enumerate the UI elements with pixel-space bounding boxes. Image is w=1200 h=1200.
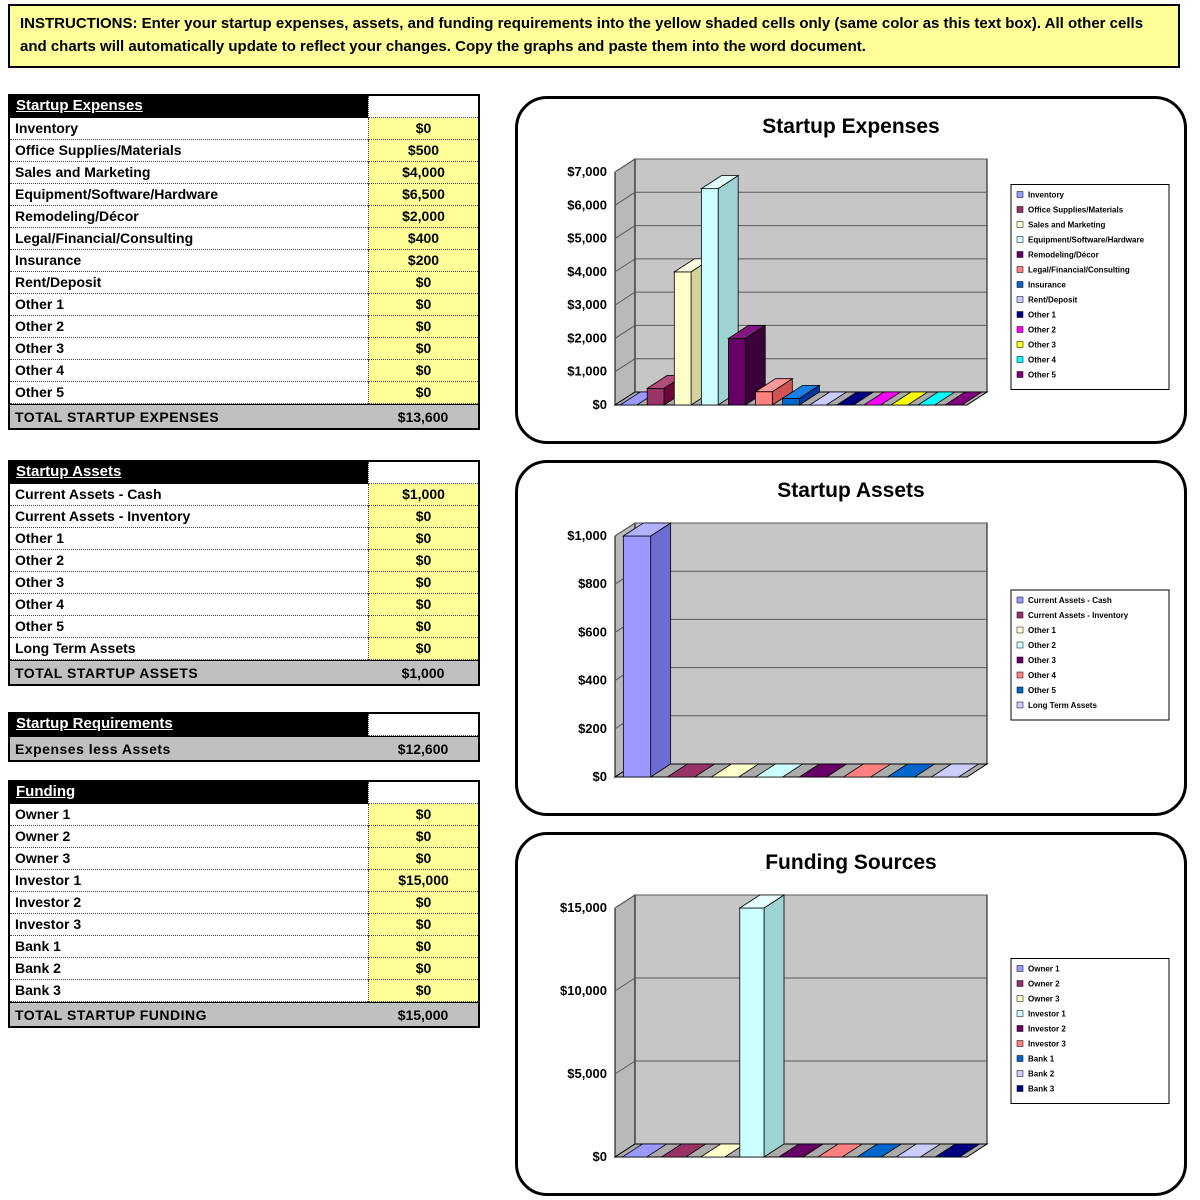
table-row — [10, 804, 478, 826]
startup-assets-chart-panel — [515, 460, 1187, 816]
bar — [623, 536, 650, 777]
row-label: Rent/Deposit — [10, 272, 368, 294]
table-rows — [10, 484, 478, 660]
startup-expenses-chart-panel — [515, 96, 1187, 444]
row-label: Investor 3 — [10, 914, 368, 936]
startup-expenses-table — [8, 94, 480, 430]
value-input-cell[interactable]: $0 — [368, 980, 478, 1002]
table-row — [10, 228, 478, 250]
value-input-cell[interactable]: $0 — [368, 848, 478, 870]
plot-walls — [615, 895, 987, 1157]
bar — [728, 338, 745, 405]
value-input-cell[interactable]: $200 — [368, 250, 478, 272]
legend-label: Other 4 — [1028, 355, 1057, 365]
value-input-cell[interactable]: $0 — [368, 914, 478, 936]
value-input-cell[interactable]: $0 — [368, 958, 478, 980]
funding-table — [8, 780, 480, 1028]
value-input-cell[interactable]: $0 — [368, 316, 478, 338]
legend-label: Investor 1 — [1028, 1009, 1066, 1019]
table-row — [10, 250, 478, 272]
legend-label: Other 2 — [1028, 325, 1057, 335]
legend-swatch — [1017, 282, 1023, 288]
y-tick-label: $200 — [578, 720, 607, 736]
row-label: Other 1 — [10, 528, 368, 550]
legend-label: Other 2 — [1028, 641, 1057, 650]
row-label: Other 5 — [10, 616, 368, 638]
row-label: Bank 1 — [10, 936, 368, 958]
table-row — [10, 360, 478, 382]
legend-label: Equipment/Software/Hardware — [1028, 235, 1145, 245]
row-label: Legal/Financial/Consulting — [10, 228, 368, 250]
legend-swatch — [1017, 357, 1023, 363]
total-value: $12,600 — [397, 740, 449, 757]
legend — [1011, 959, 1169, 1104]
legend-label: Owner 2 — [1028, 979, 1060, 989]
value-input-cell[interactable]: $0 — [368, 382, 478, 404]
value-input-cell[interactable]: $0 — [368, 506, 478, 528]
legend-swatch — [1017, 237, 1023, 243]
value-input-cell[interactable]: $0 — [368, 804, 478, 826]
table-row — [10, 272, 478, 294]
bar — [647, 388, 664, 405]
row-label: Owner 2 — [10, 826, 368, 848]
row-label: Remodeling/Décor — [10, 206, 368, 228]
legend-swatch — [1017, 372, 1023, 378]
legend-label: Investor 3 — [1028, 1039, 1066, 1049]
table-row — [10, 294, 478, 316]
legend — [1011, 185, 1169, 390]
legend-swatch — [1017, 1056, 1023, 1062]
legend-swatch — [1017, 1011, 1023, 1017]
y-tick-label: $0 — [592, 1149, 607, 1164]
y-tick-label: $4,000 — [567, 263, 607, 279]
bar — [740, 908, 764, 1157]
row-label: Bank 3 — [10, 980, 368, 1002]
table-row — [10, 206, 478, 228]
y-tick-label: $1,000 — [567, 363, 607, 379]
table-header — [10, 782, 478, 804]
legend-label: Legal/Financial/Consulting — [1028, 265, 1130, 275]
table-row — [10, 936, 478, 958]
table-row — [10, 550, 478, 572]
legend-swatch — [1017, 1026, 1023, 1032]
value-input-cell[interactable]: $0 — [368, 638, 478, 660]
value-input-cell[interactable]: $6,500 — [368, 184, 478, 206]
y-tick-label: $2,000 — [567, 330, 607, 346]
instructions-box: INSTRUCTIONS: Enter your startup expenses, assets, and funding requirements into the yellow shaded cells only (same color as this text box). All other cells and charts will automatically update to reflect your changes. Copy the graphs and paste them into the word document. — [8, 4, 1180, 68]
table-row — [10, 572, 478, 594]
value-input-cell[interactable]: $2,000 — [368, 206, 478, 228]
table-row — [10, 870, 478, 892]
row-label: Office Supplies/Materials — [10, 140, 368, 162]
row-label: Equipment/Software/Hardware — [10, 184, 368, 206]
legend-label: Owner 3 — [1028, 994, 1060, 1004]
legend-swatch — [1017, 207, 1023, 213]
legend-label: Inventory — [1028, 190, 1065, 200]
table-row — [10, 118, 478, 140]
y-tick-label: $10,000 — [560, 983, 607, 998]
table-rows — [10, 804, 478, 1002]
table-title: Startup Assets — [10, 462, 368, 484]
row-label: Other 4 — [10, 594, 368, 616]
table-title: Startup Requirements — [10, 714, 368, 736]
legend-label: Other 5 — [1028, 686, 1057, 695]
total-label: TOTAL STARTUP FUNDING — [15, 1006, 207, 1023]
plot-walls — [615, 159, 987, 405]
table-row — [10, 382, 478, 404]
table-row — [10, 892, 478, 914]
legend-label: Rent/Deposit — [1028, 295, 1078, 305]
legend-swatch — [1017, 312, 1023, 318]
table-row — [10, 616, 478, 638]
y-tick-label: $5,000 — [567, 230, 607, 246]
row-label: Current Assets - Inventory — [10, 506, 368, 528]
bar — [674, 272, 691, 405]
row-label: Bank 2 — [10, 958, 368, 980]
table-rows — [10, 118, 478, 404]
row-label: Investor 1 — [10, 870, 368, 892]
legend-label: Sales and Marketing — [1028, 220, 1106, 230]
legend-swatch — [1017, 192, 1023, 198]
y-tick-label: $0 — [592, 397, 607, 412]
legend-label: Long Term Assets — [1028, 701, 1097, 710]
y-tick-label: $15,000 — [560, 900, 607, 915]
legend-label: Other 3 — [1028, 340, 1057, 350]
legend-swatch — [1017, 687, 1023, 693]
total-value: $13,600 — [397, 408, 449, 425]
legend-label: Other 4 — [1028, 671, 1057, 680]
value-input-cell[interactable]: $500 — [368, 140, 478, 162]
legend-label: Investor 2 — [1028, 1024, 1066, 1034]
legend-label: Office Supplies/Materials — [1028, 205, 1124, 215]
value-input-cell[interactable]: $0 — [368, 550, 478, 572]
row-label: Other 3 — [10, 338, 368, 360]
value-input-cell[interactable]: $0 — [368, 528, 478, 550]
header-spacer — [368, 714, 478, 736]
legend — [1011, 590, 1169, 720]
chart-title: Startup Expenses — [762, 115, 940, 138]
row-label: Other 1 — [10, 294, 368, 316]
header-spacer — [368, 462, 478, 484]
row-label: Long Term Assets — [10, 638, 368, 660]
value-input-cell[interactable]: $0 — [368, 594, 478, 616]
legend-swatch — [1017, 966, 1023, 972]
legend-label: Other 5 — [1028, 370, 1057, 380]
value-input-cell[interactable]: $1,000 — [368, 484, 478, 506]
bar — [701, 189, 718, 405]
legend-label: Other 1 — [1028, 310, 1057, 320]
value-input-cell[interactable]: $0 — [368, 118, 478, 140]
table-header — [10, 462, 478, 484]
y-tick-label: $800 — [578, 576, 607, 592]
legend-label: Bank 3 — [1028, 1084, 1055, 1094]
legend-swatch — [1017, 612, 1023, 618]
legend-swatch — [1017, 672, 1023, 678]
total-value: $1,000 — [401, 664, 445, 681]
row-label: Other 5 — [10, 382, 368, 404]
legend-label: Current Assets - Inventory — [1028, 611, 1129, 620]
total-row — [10, 736, 478, 760]
table-row — [10, 848, 478, 870]
table-header — [10, 96, 478, 118]
table-row — [10, 140, 478, 162]
row-label: Other 4 — [10, 360, 368, 382]
table-row — [10, 528, 478, 550]
value-input-cell[interactable]: $0 — [368, 294, 478, 316]
value-input-cell[interactable]: $0 — [368, 272, 478, 294]
total-label: Expenses less Assets — [15, 740, 171, 757]
total-label: TOTAL STARTUP EXPENSES — [15, 408, 220, 425]
table-row — [10, 484, 478, 506]
row-label: Insurance — [10, 250, 368, 272]
value-input-cell[interactable]: $0 — [368, 616, 478, 638]
legend-label: Current Assets - Cash — [1028, 596, 1112, 605]
legend-swatch — [1017, 297, 1023, 303]
legend-swatch — [1017, 1041, 1023, 1047]
row-label: Owner 1 — [10, 804, 368, 826]
legend-label: Owner 1 — [1028, 964, 1060, 974]
legend-swatch — [1017, 342, 1023, 348]
y-tick-label: $0 — [592, 769, 607, 784]
legend-label: Other 3 — [1028, 656, 1057, 665]
row-label: Investor 2 — [10, 892, 368, 914]
table-row — [10, 914, 478, 936]
legend-label: Insurance — [1028, 280, 1066, 290]
y-tick-label: $400 — [578, 672, 607, 688]
table-header — [10, 714, 478, 736]
value-input-cell[interactable]: $4,000 — [368, 162, 478, 184]
value-input-cell[interactable]: $0 — [368, 892, 478, 914]
legend-swatch — [1017, 1086, 1023, 1092]
y-tick-label: $5,000 — [567, 1066, 607, 1081]
total-row — [10, 1002, 478, 1026]
y-tick-label: $3,000 — [567, 297, 607, 313]
legend-label: Bank 2 — [1028, 1069, 1055, 1079]
value-input-cell[interactable]: $0 — [368, 572, 478, 594]
bar — [756, 392, 773, 405]
legend-swatch — [1017, 657, 1023, 663]
chart-title: Funding Sources — [765, 851, 937, 874]
row-label: Sales and Marketing — [10, 162, 368, 184]
table-row — [10, 958, 478, 980]
legend-label: Bank 1 — [1028, 1054, 1055, 1064]
legend-swatch — [1017, 702, 1023, 708]
legend-swatch — [1017, 996, 1023, 1002]
table-row — [10, 338, 478, 360]
legend-swatch — [1017, 222, 1023, 228]
value-input-cell[interactable]: $0 — [368, 360, 478, 382]
table-row — [10, 594, 478, 616]
row-label: Other 3 — [10, 572, 368, 594]
table-row — [10, 184, 478, 206]
table-row — [10, 638, 478, 660]
legend-swatch — [1017, 327, 1023, 333]
y-tick-label: $7,000 — [567, 164, 607, 179]
row-label: Owner 3 — [10, 848, 368, 870]
legend-label: Remodeling/Décor — [1028, 250, 1099, 260]
startup-assets-chart — [523, 507, 1179, 803]
legend-swatch — [1017, 1071, 1023, 1077]
total-value: $15,000 — [397, 1006, 449, 1023]
legend-swatch — [1017, 252, 1023, 258]
table-row — [10, 162, 478, 184]
legend-swatch — [1017, 642, 1023, 648]
funding-sources-chart — [523, 879, 1179, 1183]
legend-swatch — [1017, 981, 1023, 987]
row-label: Other 2 — [10, 316, 368, 338]
row-label: Inventory — [10, 118, 368, 140]
row-label: Current Assets - Cash — [10, 484, 368, 506]
value-input-cell[interactable]: $400 — [368, 228, 478, 250]
legend-swatch — [1017, 627, 1023, 633]
header-spacer — [368, 782, 478, 804]
table-row — [10, 506, 478, 528]
value-input-cell[interactable]: $0 — [368, 936, 478, 958]
y-tick-label: $1,000 — [567, 528, 607, 543]
y-tick-label: $6,000 — [567, 197, 607, 213]
value-input-cell[interactable]: $15,000 — [368, 870, 478, 892]
table-row — [10, 826, 478, 848]
value-input-cell[interactable]: $0 — [368, 338, 478, 360]
startup-expenses-chart — [523, 143, 1179, 431]
bar — [783, 398, 800, 405]
table-row — [10, 980, 478, 1002]
legend-swatch — [1017, 267, 1023, 273]
legend-swatch — [1017, 597, 1023, 603]
funding-sources-chart-panel — [515, 832, 1187, 1196]
value-input-cell[interactable]: $0 — [368, 826, 478, 848]
total-label: TOTAL STARTUP ASSETS — [15, 664, 199, 681]
total-row — [10, 660, 478, 684]
row-label: Other 2 — [10, 550, 368, 572]
header-spacer — [368, 96, 478, 118]
legend-label: Other 1 — [1028, 626, 1057, 635]
table-title: Funding — [10, 782, 368, 804]
total-row — [10, 404, 478, 428]
table-row — [10, 316, 478, 338]
chart-title: Startup Assets — [777, 479, 925, 502]
table-title: Startup Expenses — [10, 96, 368, 118]
startup-assets-table — [8, 460, 480, 686]
startup-requirements-table — [8, 712, 480, 762]
y-tick-label: $600 — [578, 624, 607, 640]
